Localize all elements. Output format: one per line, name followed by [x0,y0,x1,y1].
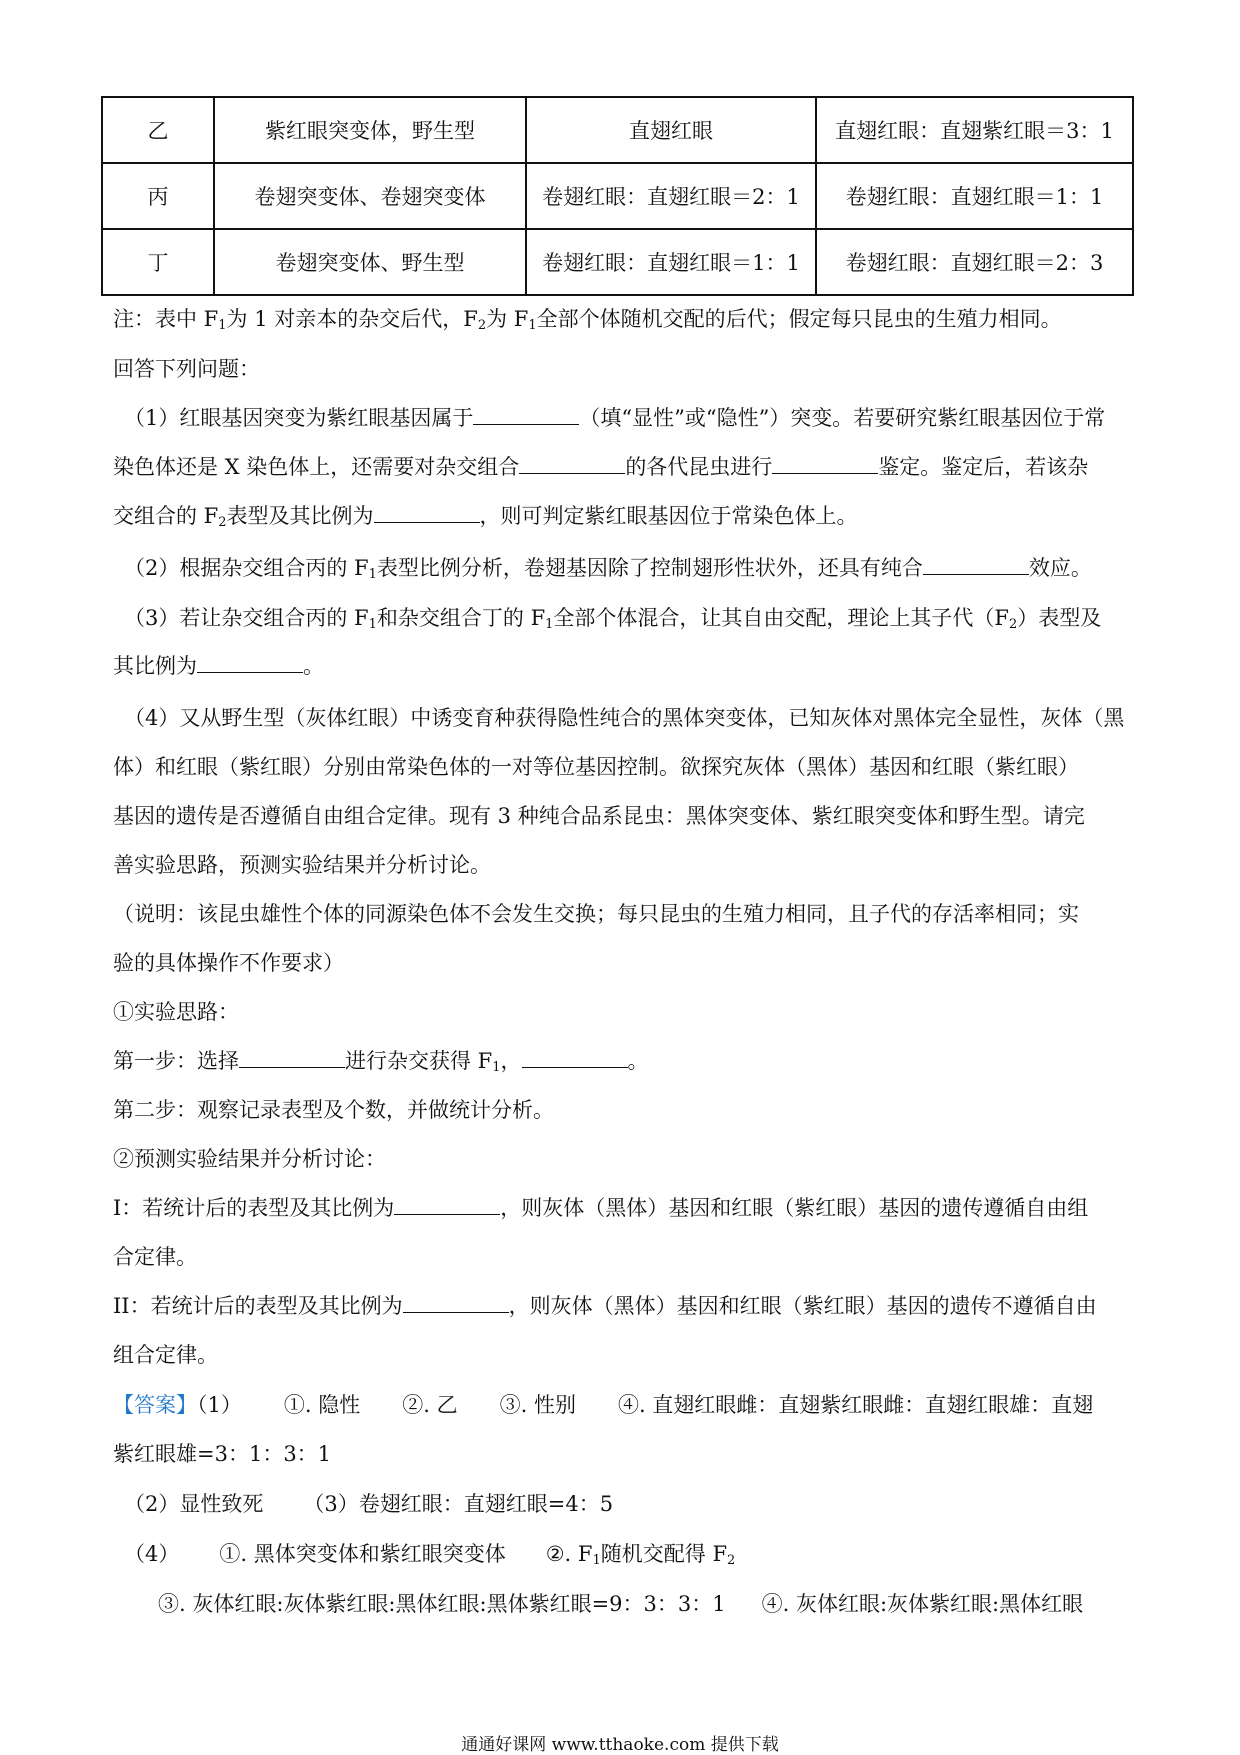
answer-line-5: ③. 灰体红眼:灰体紫红眼:黑体红眼:黑体紫红眼=9：3：3：1 ④. 灰体红眼:灰体紫红眼:黑体红眼 [158,1592,1084,1616]
table-row [102,229,1133,295]
answer-blank [197,652,303,673]
table-cell: 直翅红眼：直翅紫红眼＝3：1 [816,97,1133,163]
question-3-line-2: 其比例为 。 [113,654,324,678]
question-2: （2）根据杂交组合丙的 $F_1$表型比例分析，卷翅基因除了控制翅形性状外，还具有纯合 效应。 [124,556,1092,582]
table-cell: 卷翅红眼：直翅红眼＝2：1 [526,163,816,229]
question-1-line-3: 交组合的 $F_2$表型及其比例为 ，则可判定紫红眼基因位于常染色体上。 [113,504,858,530]
table-cell: 丁 [102,229,214,295]
table-cell: 卷翅红眼：直翅红眼＝2：3 [816,229,1133,295]
question-1-line-1: （1）红眼基因突变为紫红眼基因属于 （填“显性”或“隐性”）突变。若要研究紫红眼基因位于常 [124,406,1106,430]
question-1-line-2: 染色体还是 X 染色体上，还需要对杂交组合 的各代昆虫进行 鉴定。鉴定后，若该杂 [113,455,1089,479]
answer-tag: 【答案】 [113,1393,197,1417]
table-note: 注：表中 $F_1$为 1 对亲本的杂交后代，$F_2$为 $F_1$全部个体随机交配的后代；假定每只昆虫的生殖力相同。 [113,307,1062,333]
prediction-1-line-1: I：若统计后的表型及其比例为 ，则灰体（黑体）基因和红眼（紫红眼）基因的遗传遵循自由组 [113,1196,1089,1220]
intro-text: 回答下列问题： [113,357,260,381]
answer-line-3: （2）显性致死 （3）卷翅红眼：直翅红眼=4：5 [124,1492,614,1516]
page-footer: 通通好课网 www.tthaoke.com 提供下载 [461,1735,779,1755]
answer-line-1: 【答案】（1） ①. 隐性 ②. 乙 ③. 性别 ④. 直翅红眼雌：直翅紫红眼雌：直翅红眼雄：直翅 [113,1393,1094,1417]
answer-line-2: 紫红眼雄=3：1：3：1 [113,1442,332,1466]
question-4-line-1: （4）又从野生型（灰体红眼）中诱变育种获得隐性纯合的黑体突变体，已知灰体对黑体完全显性，灰体（黑 [124,706,1125,730]
prediction-1-line-2: 合定律。 [113,1245,197,1269]
answer-blank [374,502,480,523]
question-4-note-1: （说明：该昆虫雄性个体的同源染色体不会发生交换；每只昆虫的生殖力相同，且子代的存活率相同；实 [113,902,1079,926]
table-cell: 丙 [102,163,214,229]
step-1: 第一步：选择 进行杂交获得 $F_1$， 。 [113,1049,649,1075]
answer-blank [772,453,878,474]
answer-line-4: （4） ①. 黑体突变体和紫红眼突变体 ②. $F_1$随机交配得 $F_2$ [124,1542,736,1568]
answer-blank [394,1194,500,1215]
prediction-2-line-1: II：若统计后的表型及其比例为 ，则灰体（黑体）基因和红眼（紫红眼）基因的遗传不遵循自由 [113,1294,1097,1318]
prediction-2-line-2: 组合定律。 [113,1343,218,1367]
question-4-line-3: 基因的遗传是否遵循自由组合定律。现有 3 种纯合品系昆虫：黑体突变体、紫红眼突变体和野生型。请完 [113,804,1085,828]
table-cell: 乙 [102,97,214,163]
answer-blank [473,404,579,425]
answer-blank [923,554,1029,575]
question-4-line-4: 善实验思路，预测实验结果并分析讨论。 [113,853,491,877]
table-cell: 卷翅突变体、野生型 [214,229,526,295]
table-cell: 卷翅红眼：直翅红眼＝1：1 [526,229,816,295]
answer-blank [519,453,625,474]
table-row [102,163,1133,229]
answer-blank [403,1292,509,1313]
step-2: 第二步：观察记录表型及个数，并做统计分析。 [113,1098,554,1122]
question-4-note-2: 验的具体操作不作要求） [113,951,344,975]
table-cell: 卷翅红眼：直翅红眼＝1：1 [816,163,1133,229]
table-row [102,97,1133,163]
experiment-idea-heading: ①实验思路： [113,1000,239,1024]
table-cell: 卷翅突变体、卷翅突变体 [214,163,526,229]
question-3-line-1: （3）若让杂交组合丙的 $F_1$和杂交组合丁的 $F_1$全部个体混合，让其自由交配，理论上其子代$(F_2)$表型及 [124,606,1102,632]
question-4-line-2: 体）和红眼（紫红眼）分别由常染色体的一对等位基因控制。欲探究灰体（黑体）基因和红眼（紫红眼） [113,755,1079,779]
table-cell: 直翅红眼 [526,97,816,163]
answer-blank [239,1047,345,1068]
prediction-heading: ②预测实验结果并分析讨论： [113,1147,386,1171]
cross-results-table [101,96,1134,296]
answer-blank [522,1047,628,1068]
table-cell: 紫红眼突变体，野生型 [214,97,526,163]
